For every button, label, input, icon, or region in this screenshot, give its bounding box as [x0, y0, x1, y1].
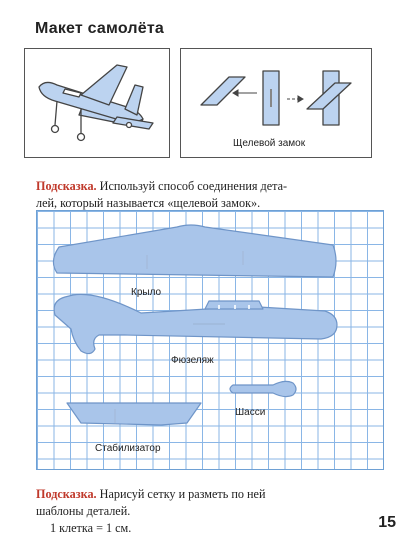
template-grid	[36, 210, 384, 470]
wing-label: Крыло	[131, 287, 162, 298]
gear-template	[230, 381, 296, 396]
airplane-illustration	[24, 48, 170, 158]
fuselage-label: Фюзеляж	[171, 355, 214, 366]
hint-text-line-1: Используй способ соединения дета-	[96, 179, 288, 193]
gear-label: Шасси	[235, 407, 266, 418]
wing-template	[53, 225, 336, 277]
page-number: 15	[378, 514, 396, 531]
hint-lead: Подсказка.	[36, 179, 97, 193]
hint-block-2	[36, 486, 386, 537]
slot-lock-caption: Щелевой замок	[233, 138, 306, 149]
stabilizer-label: Стабилизатор	[95, 443, 161, 454]
hint2-text-line-1: Нарисуй сетку и разметь по ней	[96, 487, 266, 501]
page-title: Макет самолёта	[35, 20, 164, 37]
stabilizer-template	[67, 403, 201, 425]
airplane-drawing	[25, 49, 169, 157]
hint2-text-line-2: шаблоны деталей.	[36, 504, 131, 518]
slot-lock-illustration	[180, 48, 372, 158]
hint-lead-2: Подсказка.	[36, 487, 97, 501]
scale-note: 1 клетка = 1 см.	[50, 521, 132, 535]
templates-drawing	[37, 211, 383, 469]
hint-text-line-2: лей, который называется «щелевой замок».	[36, 196, 261, 210]
hint-block-1	[36, 178, 386, 212]
